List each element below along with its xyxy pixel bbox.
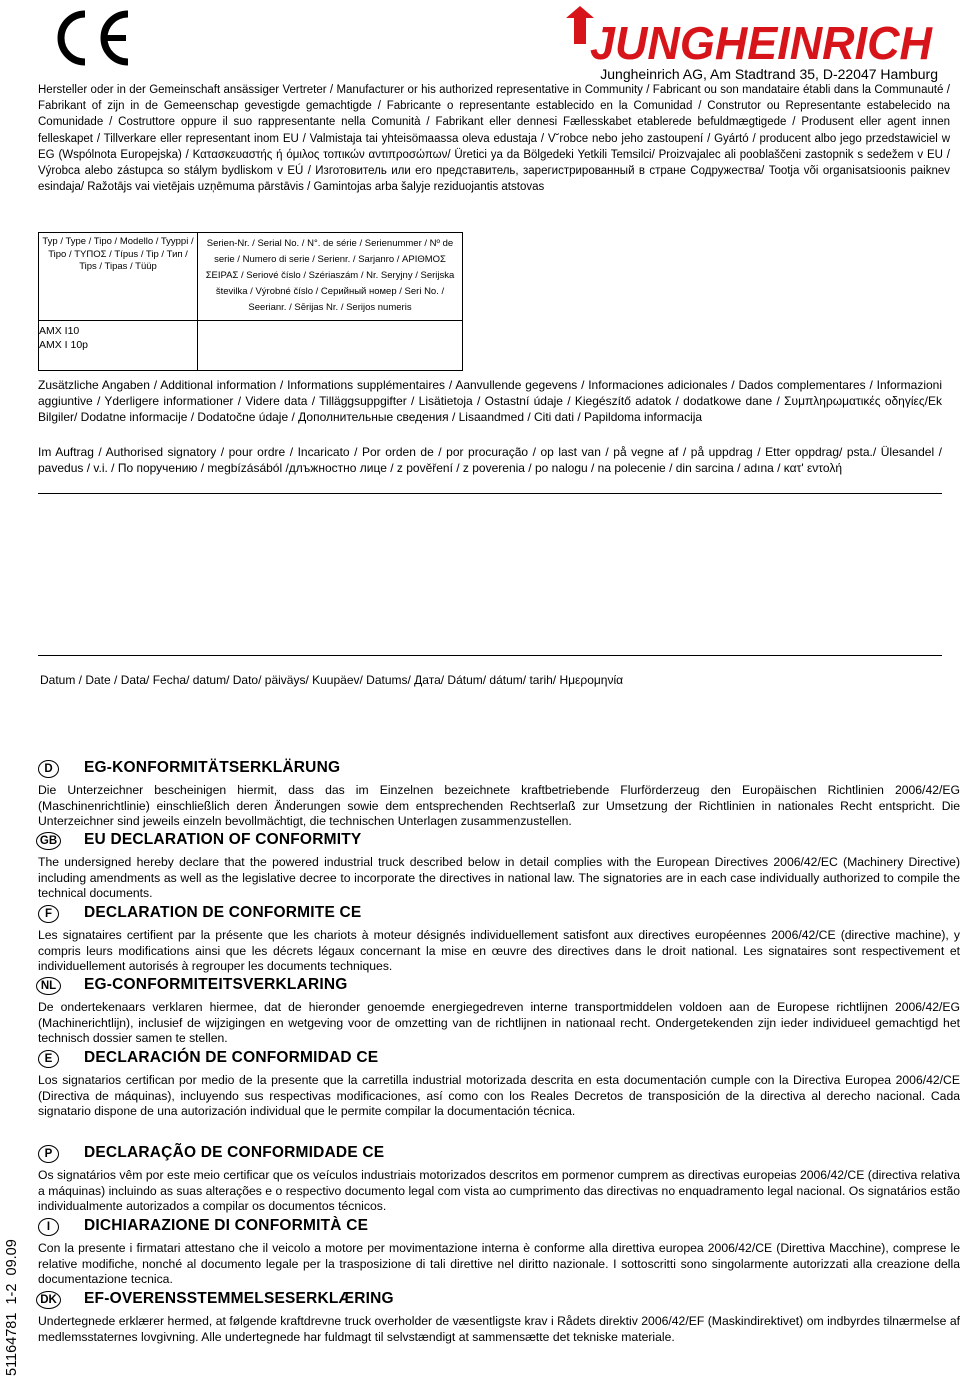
language-badge: D [38, 760, 59, 778]
declaration-p [38, 1144, 960, 1215]
language-badge: P [38, 1145, 59, 1163]
model-item: AMX I 10p [39, 339, 89, 351]
declaration-text: Les signataires certifient par la présente que les chariots à moteur désignés individuellement satisfont aux directives européennes 2006/42/CE (directive machine), y compris leurs modifications ainsi que les décrets légaux concernant la mise en œuvre des directives dans le droit national. Les signataires sont respectivement et individuellement autorisés à regrouper les documents techniques. [38, 928, 960, 974]
declaration-title: DECLARACIÓN DE CONFORMIDAD CE [84, 1049, 379, 1066]
declaration-text: Die Unterzeichner bescheinigen hiermit, dass das im Einzelnen bezeichnete kraftbetriebende Flurförderzeug den Europäischen Richtlinien 2006/42/EG (Maschinenrichtlinie) einschließlich deren Änderungen sowie dem entsprechenden Rechtserlaß zur Umsetzung der Richtlinien in nationales Recht entspricht. Die Unterzeichner sind jeweils einzeln bevollmächtigt, die technischen Unterlagen zusammenzustellen. [38, 783, 960, 829]
declaration-gb [38, 831, 960, 902]
language-badge: NL [36, 977, 61, 995]
language-badge: DK [36, 1291, 61, 1309]
declaration-nl [38, 976, 960, 1047]
declaration-e [38, 1049, 960, 1120]
declaration-title: EF-OVERENSSTEMMELSESERKLÆRING [84, 1290, 394, 1307]
declaration-f [38, 904, 960, 975]
serial-value-cell[interactable] [198, 321, 463, 371]
declaration-title: DECLARATION DE CONFORMITE CE [84, 904, 362, 921]
declaration-text: Os signatários vêm por este meio certificar que os veículos industriais motorizados descritos em pormenor cumprem as directivas europeias 2006/42/CE (directiva relativa a máquinas) incluindo as suas alterações e o respectivo documento legal com vista ao cumprimento das directivas no enquadramento legal nacional. Os signatários estão individualmente autorizados a compilar os documentos técnicos. [38, 1168, 960, 1214]
declaration-title: DECLARAÇÃO DE CONFORMIDADE CE [84, 1144, 385, 1161]
jungheinrich-logo [560, 4, 938, 66]
declaration-title: EG-KONFORMITÄTSERKLÄRUNG [84, 759, 341, 776]
serial-header-cell: Serien-Nr. / Serial No. / N°. de série / Serienummer / Nº de serie / Numero di serie / Serienr. / Sarjanro / ΑΡΙΘΜΟΣ ΣΕΙΡΑΣ / Seriové číslo / Szériaszám / Nr. Seryjny / Serijska številka / Výrobné číslo / Серийный номер / Seri No. / Seerianr. / Sērijas Nr. / Serijos numeris [198, 233, 463, 321]
language-badge: F [38, 905, 59, 923]
model-list-cell[interactable] [39, 321, 198, 371]
additional-info-label: Zusätzliche Angaben / Additional information / Informations supplémentaires / Aanvullende gegevens / Informaciones adicionales / Dados complementares / Informazioni aggiuntive / Yderligere informationer / Videre data / Tilläggsuppgifter / Lisätietoja / Ostastní údaje / Kiegészítő adatok / dodatkowe dane / Συμπληρωματικές οδηγίες/Ek Bilgiler/ Dodatne informacije / Dodatočne údaje / Дополнительные сведения / Lisaandmed / Citi dati / Papildoma informacija [38, 378, 942, 424]
declaration-text: Los signatarios certifican por medio de la presente que la carretilla industrial motorizada descrita en esta documentación cumple con la Directiva Europea 2006/42/CE (Directiva de máquinas), incluyendo sus respectivas modificaciones, así como con los Reales Decretos de transposición de la directiva al derecho nacional. Cada signatario dispone de una autorización individual que le permite compilar la documentación técnica. [38, 1073, 960, 1119]
declaration-d [38, 759, 960, 830]
model-item: AMX I10 [39, 325, 80, 337]
language-badge: E [38, 1050, 59, 1068]
declaration-text: De ondertekenaars verklaren hiermee, dat de hieronder genoemde energiegedreven interne transportmiddelen voldoen aan de Europese richtlijnen 2006/42/EG (Machinerichtlijn), inclusief de wijzigingen en wetgeving voor de omzetting van de richtlijnen in nationaal recht. Ondergetekenden zijn ieder individueel gemachtigd het technisch dossier samen te stellen. [38, 1000, 960, 1046]
date-signature-line[interactable] [38, 655, 942, 656]
manufacturer-label: Hersteller oder in der Gemeinschaft ansässiger Vertreter / Manufacturer or his authorized representative in Community / Fabricant ou son mandataire établi dans la Communauté / Fabrikant of zijn in de Gemeenschap gevestigde gemachtigde / Fabricante o representante establecido en la Comunidad / Construtor ou Representante estabelecido na Comunidade / Costruttore oppure il suo rappresentante nella Comunità / Fabrikant eller dennesi Fællesskabet etablerede befuldmægtigede / Produsent eller agent innen felleskapet / Tillverkare eller representant inom EU / Valmistaja tai yhteisömaassa oleva edustaja / V˘robce nebo jeho zastoupení / Gyártó / producent albo jego przedstawiciel w EG (Wspólnota Europejska) / Κατασκευαστής ή όμιλος τοπικών αντιπροσώπων/ Üretici ya da Bölgedeki Yetkili Temsilci/ Proizvajalec ali pooblaščeni zastopnik s sedežem v EU / Výrobca alebo zástupca so stálym bydliskom v EÚ / Изготовитель или его представитель, зарегистрированный в стране Содружества/ Tootja või organisatsioonis paiknev esindaja/ Ražotājs vai vietējais uzņēmuma pārstāvis / Gamintojas arba šalyje reziduojantis atstovas [38, 84, 950, 194]
type-header-cell: Typ / Type / Tipo / Modello / Tyyppi / Tipo / ΤΥΠΟΣ / Típus / Tip / Тип / Tips / Tipas / Tüüp [39, 233, 198, 321]
declaration-title: EU DECLARATION OF CONFORMITY [84, 831, 362, 848]
date-label: Datum / Date / Data/ Fecha/ datum/ Dato/ päiväys/ Kuupäev/ Datums/ Дата/ Dátum/ dátum/ tarih/ Ημερομηνία [40, 673, 624, 687]
authorized-signatory-label: Im Auftrag / Authorised signatory / pour ordre / Incaricato / Por orden de / por procuração / op last van / på vegne af / på uppdrag / Etter oppdrag/ psta./ Ülesandel / pavedus / v.i. / По поручению / megbízásából /длъжностно лице / z pověření / z poverenia / po nalogu / na polecenie / din sarcina / adına / κατ' εντολή [38, 445, 942, 475]
language-badge: GB [36, 832, 61, 850]
declaration-dk [38, 1290, 960, 1345]
document-code [0, 1160, 22, 1379]
type-serial-table [38, 232, 463, 371]
declaration-title: EG-CONFORMITEITSVERKLARING [84, 976, 348, 993]
svg-text:51164781 1-2 09.09: 51164781 1-2 09.09 [4, 1239, 20, 1376]
language-badge: I [38, 1218, 59, 1236]
ce-mark-logo [52, 8, 134, 68]
svg-text:JUNGHEINRICH: JUNGHEINRICH [590, 17, 933, 66]
declaration-text: The undersigned hereby declare that the powered industrial truck described below in detail complies with the European Directives 2006/42/EC (Machinery Directive) including amendments as well as the legislative decree to incorporate the directives in national law. The signatories are in each case individually authorized to compile the technical documents. [38, 855, 960, 901]
company-address: Jungheinrich AG, Am Stadtrand 35, D-22047 Hamburg [600, 66, 938, 82]
declaration-title: DICHIARAZIONE DI CONFORMITÀ CE [84, 1217, 369, 1234]
declaration-text: Con la presente i firmatari attestano che il veicolo a motore per movimentazione interna è conforme alla direttiva europea 2006/42/CE (Direttiva Macchine), comprese le relative modifiche, nonché al documento legale per la trasposizione di tali direttive nel diritto nazionale. I sottoscritti sono singolarmente autorizzati alla creazione della documentazione tecnica. [38, 1241, 960, 1287]
declaration-text: Undertegnede erklærer hermed, at følgende kraftdrevne truck overholder de væsentligste krav i Rådets direktiv 2006/42/EF (Maskindirektivet) om indbyrdes tilnærmelse af medlemsstaternes lovgivning. Alle undertegnede har fuldmagt til selvstændigt at sammensætte det tekniske materiale. [38, 1314, 960, 1344]
declaration-i [38, 1217, 960, 1288]
signature-line[interactable] [38, 493, 942, 494]
